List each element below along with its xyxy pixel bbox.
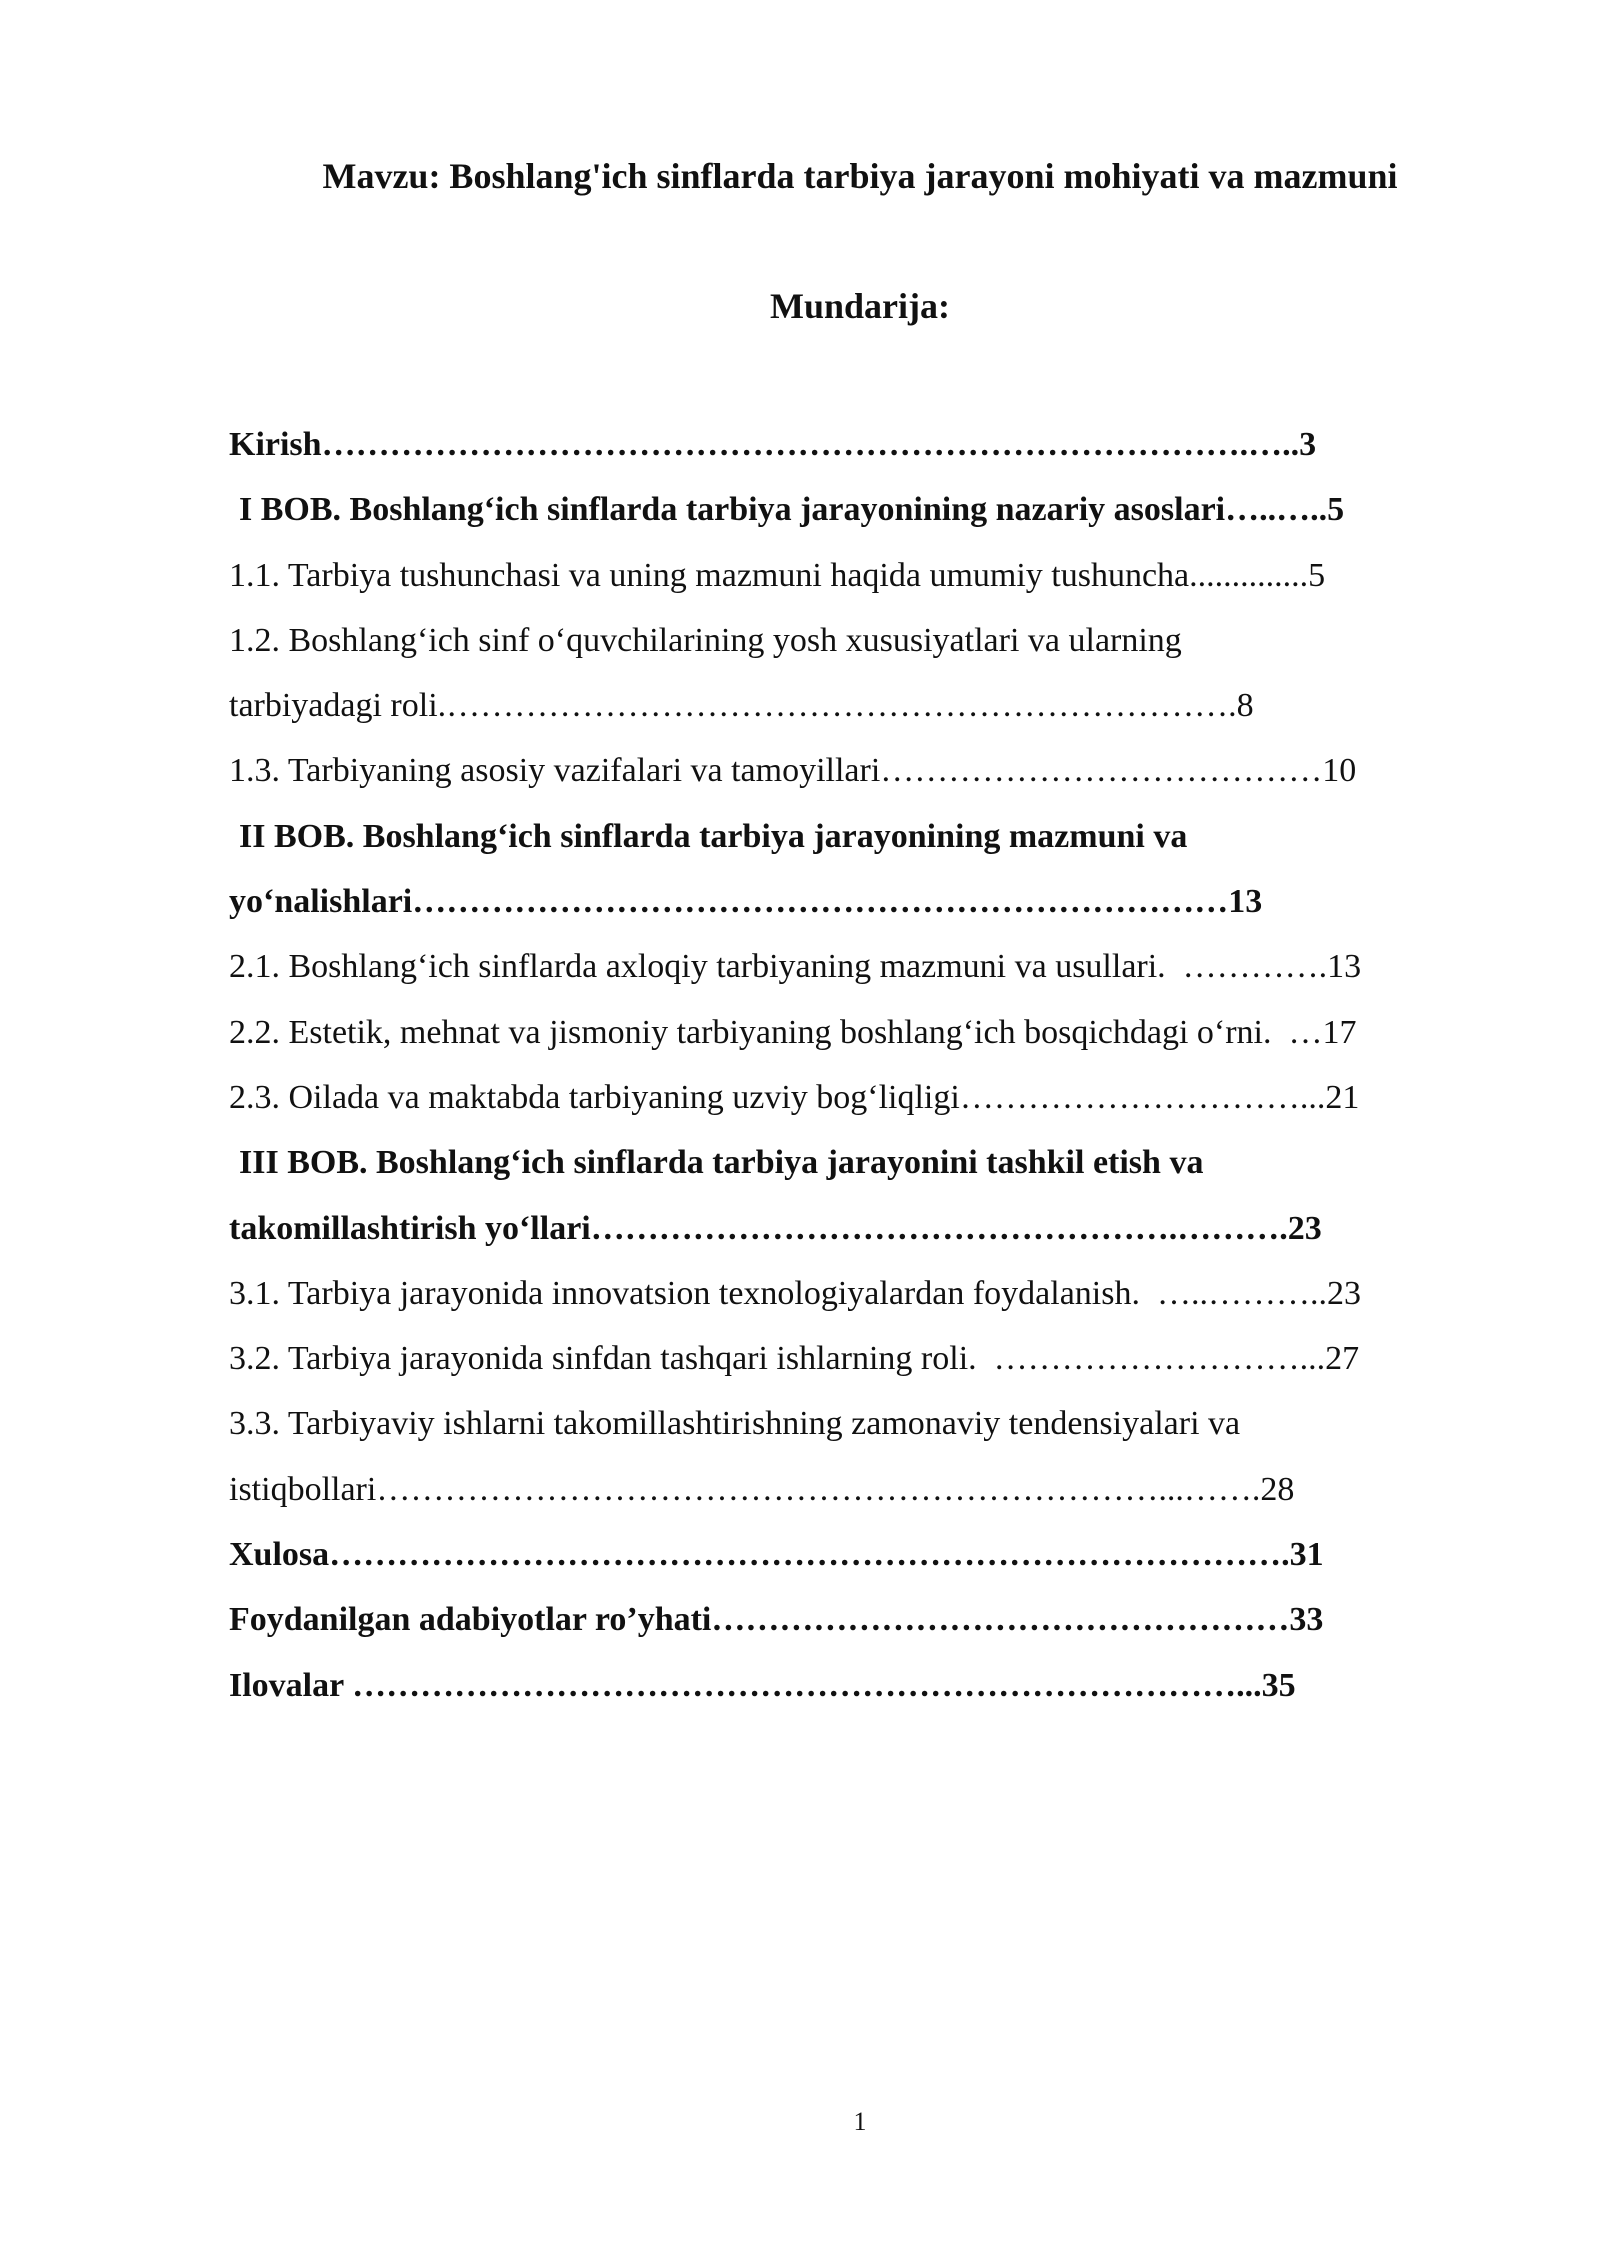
- toc-entry-section-3-3-cont: istiqbollari……………………………………………………………...…….28: [229, 1470, 1295, 1508]
- toc-entry-section-3-1: 3.1. Tarbiya jarayonida innovatsion texnologiyalardan foydalanish. …..………..23: [229, 1274, 1361, 1312]
- toc-entry-section-2-2: 2.2. Estetik, mehnat va jismoniy tarbiyaning boshlang‘ich bosqichdagi o‘rni. …17: [229, 1013, 1357, 1051]
- toc-entry-section-2-3: 2.3. Oilada va maktabda tarbiyaning uzviy bog‘liqligi…………………………...21: [229, 1078, 1360, 1116]
- toc-entry-section-1-3: 1.3. Tarbiyaning asosiy vazifalari va tamoyillari…………………………………10: [229, 752, 1357, 790]
- toc-entry-section-3-3: 3.3. Tarbiyaviy ishlarni takomillashtirishning zamonaviy tendensiyalari va: [229, 1405, 1241, 1443]
- toc-entry-appendices: Ilovalar ……………………………………………………………………...35: [229, 1666, 1296, 1704]
- toc-entry-section-1-1: 1.1. Tarbiya tushunchasi va uning mazmuni haqida umumiy tushuncha..............5: [229, 556, 1326, 594]
- toc-entry-section-1-2: 1.2. Boshlang‘ich sinf o‘quvchilarining yosh xususiyatlari va ularning: [229, 621, 1182, 659]
- contents-heading: Mundarija:: [770, 286, 950, 326]
- topic-title: Mavzu: Boshlang'ich sinflarda tarbiya jarayoni mohiyati va mazmuni: [322, 156, 1398, 196]
- toc-entry-chapter-2-cont: yo‘nalishlari………………………………………………………………13: [229, 883, 1263, 921]
- toc-entry-references: Foydanilgan adabiyotlar ro’yhati……………………………………………33: [229, 1601, 1324, 1639]
- toc-entry-chapter-1: I BOB. Boshlang‘ich sinflarda tarbiya jarayonining nazariy asoslari…..…..5: [239, 491, 1345, 529]
- toc-entry-conclusion: Xulosa………………………………………………………………………….31: [229, 1536, 1324, 1574]
- toc-entry-introduction: Kirish……………………………………………………………………….…..3: [229, 426, 1317, 463]
- toc-entry-section-3-2: 3.2. Tarbiya jarayonida sinfdan tashqari ishlarning roli. ………………………...27: [229, 1340, 1360, 1378]
- page-number: 1: [853, 2107, 867, 2136]
- table-of-contents: [229, 412, 1489, 1718]
- toc-entry-section-1-2-cont: tarbiyadagi roli.…………………………………………………………….8: [229, 687, 1254, 725]
- toc-entry-chapter-3: III BOB. Boshlang‘ich sinflarda tarbiya jarayonini tashkil etish va: [239, 1144, 1204, 1182]
- toc-entry-chapter-3-cont: takomillashtirish yo‘llari…………………………………………….……….23: [229, 1209, 1322, 1247]
- toc-entry-section-2-1: 2.1. Boshlang‘ich sinflarda axloqiy tarbiyaning mazmuni va usullari. ………….13: [229, 948, 1362, 986]
- toc-entry-chapter-2: II BOB. Boshlang‘ich sinflarda tarbiya jarayonining mazmuni va: [239, 817, 1188, 855]
